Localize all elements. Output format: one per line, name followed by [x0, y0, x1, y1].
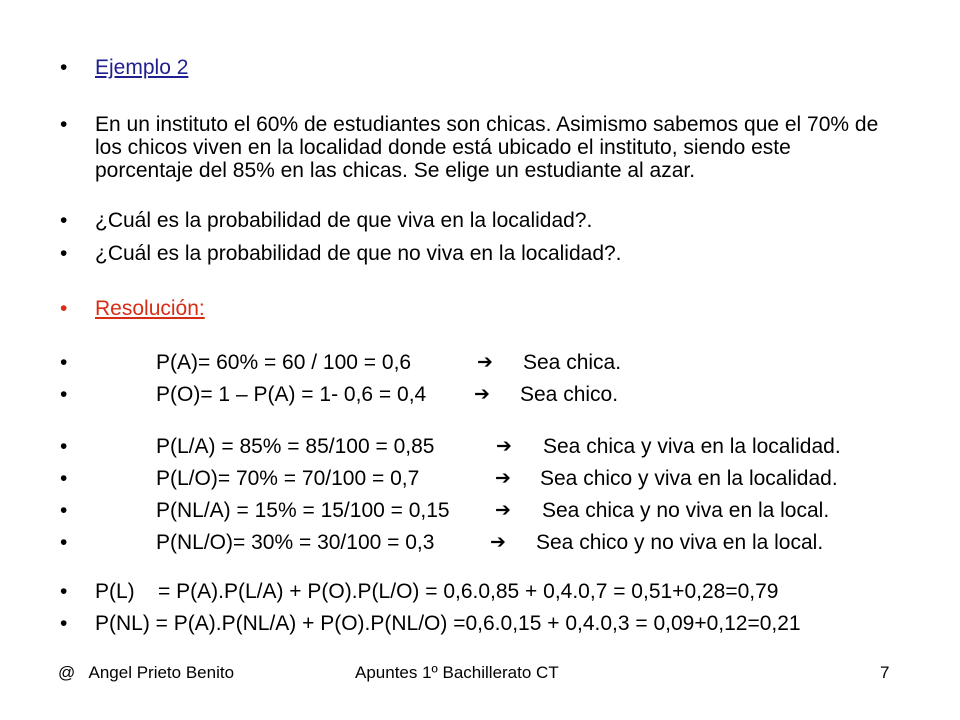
bullet: • [60, 580, 68, 603]
arrow-right-icon: ➔ [477, 351, 493, 373]
step-description: Sea chica. [523, 351, 622, 374]
arrow-right-icon: ➔ [474, 383, 490, 405]
result-NL: P(NL) = P(A).P(NL/A) + P(O).P(NL/O) =0,6.0,15 + 0,4.0,3 = 0,09+0,12=0,21 [95, 612, 801, 635]
bullet: • [60, 499, 68, 522]
footer-page-number: 7 [880, 663, 890, 682]
bullet: • [60, 435, 68, 458]
bullet: • [60, 242, 68, 265]
arrow-right-icon: ➔ [495, 499, 511, 521]
bullet: • [60, 113, 68, 136]
resolution-heading: Resolución: [95, 297, 205, 320]
bullet: • [60, 351, 68, 374]
step-equation: P(L/A) = 85% = 85/100 = 0,85 [156, 435, 435, 458]
bullet: • [60, 612, 68, 635]
step-description: Sea chico y viva en la localidad. [540, 467, 838, 490]
footer-author: @ Angel Prieto Benito [58, 663, 235, 682]
bullet: • [60, 56, 68, 79]
step-equation: P(O)= 1 – P(A) = 1- 0,6 = 0,4 [156, 383, 427, 406]
arrow-right-icon: ➔ [490, 531, 506, 553]
step-description: Sea chica y viva en la localidad. [543, 435, 841, 458]
bullet: • [60, 383, 68, 406]
step-description: Sea chico. [520, 383, 619, 406]
question-1: ¿Cuál es la probabilidad de que viva en la localidad?. [95, 209, 593, 232]
bullet: • [60, 297, 68, 320]
step-equation: P(L/O)= 70% = 70/100 = 0,7 [156, 467, 420, 490]
problem-text: En un instituto el 60% de estudiantes son chicas. Asimismo sabemos que el 70% de los chicos viven en la localidad donde está ubicado el instituto, siendo este porcentaje del 85% en las chicas. Se elige un estudiante al azar. [95, 113, 879, 182]
step-description: Sea chica y no viva en la local. [542, 499, 830, 522]
footer-course: Apuntes 1º Bachillerato CT [355, 663, 559, 682]
arrow-right-icon: ➔ [495, 467, 511, 489]
step-equation: P(A)= 60% = 60 / 100 = 0,6 [156, 351, 412, 374]
step-equation: P(NL/O)= 30% = 30/100 = 0,3 [156, 531, 435, 554]
bullet: • [60, 531, 68, 554]
step-equation: P(NL/A) = 15% = 15/100 = 0,15 [156, 499, 450, 522]
example-heading: Ejemplo 2 [95, 56, 189, 79]
question-2: ¿Cuál es la probabilidad de que no viva en la localidad?. [95, 242, 622, 265]
bullet: • [60, 467, 68, 490]
bullet: • [60, 209, 68, 232]
result-L: P(L) = P(A).P(L/A) + P(O).P(L/O) = 0,6.0,85 + 0,4.0,7 = 0,51+0,28=0,79 [95, 580, 779, 603]
arrow-right-icon: ➔ [496, 435, 512, 457]
step-description: Sea chico y no viva en la local. [536, 531, 824, 554]
